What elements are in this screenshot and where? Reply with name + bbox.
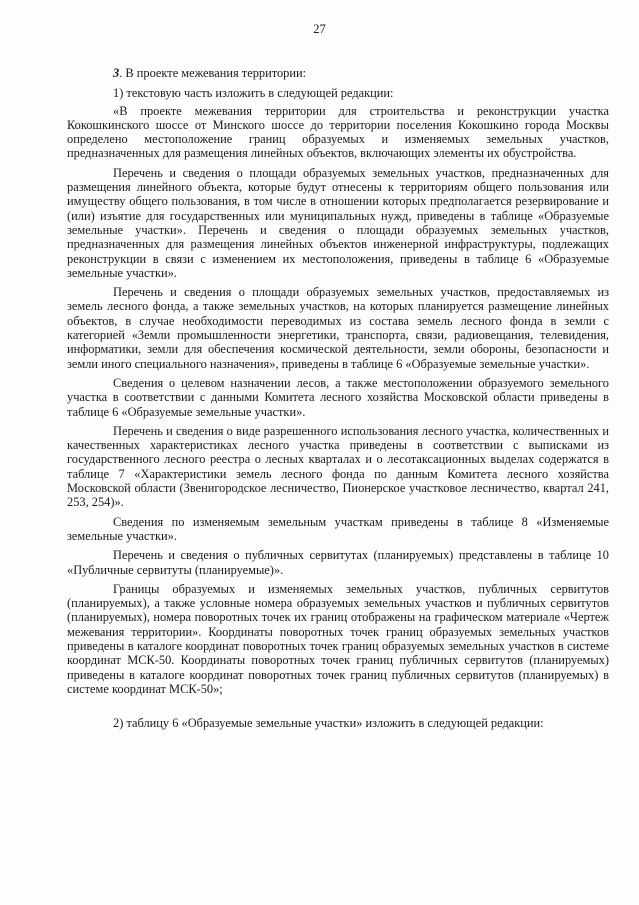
list-item-1: 1) текстовую часть изложить в следующей редакции: xyxy=(113,86,394,101)
paragraph-5: Перечень и сведения о виде разрешенного использования лесного участка, количественных и качественных характеристиках лесного участка приведены в соответствии с выписками из государственного лесного реестра о лесных кварталах и о лесотаксационных выделах содержатся в таблице 7 «Характеристики земель лесного фонда по данным Комитета лесного хозяйства Московской области (Звенигородское лесничество, Пионерское участковое лесничество, квартал 241, 253, 254)». xyxy=(67,423,609,510)
paragraph-1: «В проекте межевания территории для строительства и реконструкции участка Кокошкинского шоссе от Минского шоссе до территории поселения Кокошкино города Москвы определено местоположение границ образуемых и изменяемых земельных участков, предназначенных для размещения линейных объектов, включающих элементы их обустройства. xyxy=(67,103,609,161)
paragraph-8: Границы образуемых и изменяемых земельных участков, публичных сервитутов (планируемых), а также условные номера образуемых земельных участков и публичных сервитутов (планируемых), номера поворотных точек их границ отображены на графическом материале «Чертеж межевания территории». Координаты поворотных точек границ образуемых земельных участков приведены в каталоге координат поворотных точек границ образуемых земельных участков в системе координат МСК-50. Координаты поворотных точек границ публичных сервитутов (планируемых) приведены в каталоге координат поворотных точек границ публичных сервитутов (планируемых) в системе координат МСК-50»; xyxy=(67,581,609,696)
paragraph-7: Перечень и сведения о публичных сервитутах (планируемых) представлены в таблице 10 «Публичные сервитуты (планируемые)». xyxy=(67,548,609,577)
document-body xyxy=(67,66,609,735)
paragraph-6: Сведения по изменяемым земельным участкам приведены в таблице 8 «Изменяемые земельные участки». xyxy=(67,514,609,543)
paragraph-4: Сведения о целевом назначении лесов, а также местоположении образуемого земельного участка в соответствии с данными Комитета лесного хозяйства Московской области приведены в таблице 6 «Образуемые земельные участки». xyxy=(67,375,609,419)
paragraph-2: Перечень и сведения о площади образуемых земельных участков, предназначенных для размещения линейного объекта, которые будут отнесены к территориям общего пользования или имуществу общего пользования, в том числе в отношении которых предполагается резервирование и (или) изъятие для государственных или муниципальных нужд, приведены в таблице «Образуемые земельные участки». Перечень и сведения о площади образуемых земельных участков, предназначенных для размещения линейных объектов инженерной инфраструктуры, подлежащих реконструкции в связи с изменением их местоположения, приведены в таблице 6 «Образуемые земельные участки». xyxy=(67,165,609,280)
section-number: 3 xyxy=(113,66,120,80)
list-item-2: 2) таблицу 6 «Образуемые земельные участки» изложить в следующей редакции: xyxy=(113,716,544,731)
section-heading xyxy=(67,66,609,80)
section-title: . В проекте межевания территории: xyxy=(119,66,307,80)
paragraph-3: Перечень и сведения о площади образуемых земельных участков, предоставляемых из земель лесного фонда, а также земельных участков, на которых планируется размещение линейных объектов, в случае необходимости переводимых из состава земель лесного фонда в земли с категорией «Земли промышленности энергетики, транспорта, связи, радиовещания, телевидения, информатики, земли для обеспечения космической деятельности, земли обороны, безопасности и земли иного специального назначения», приведены в таблице 6 «Образуемые земельные участки». xyxy=(67,285,609,371)
page-number: 27 xyxy=(313,22,326,36)
